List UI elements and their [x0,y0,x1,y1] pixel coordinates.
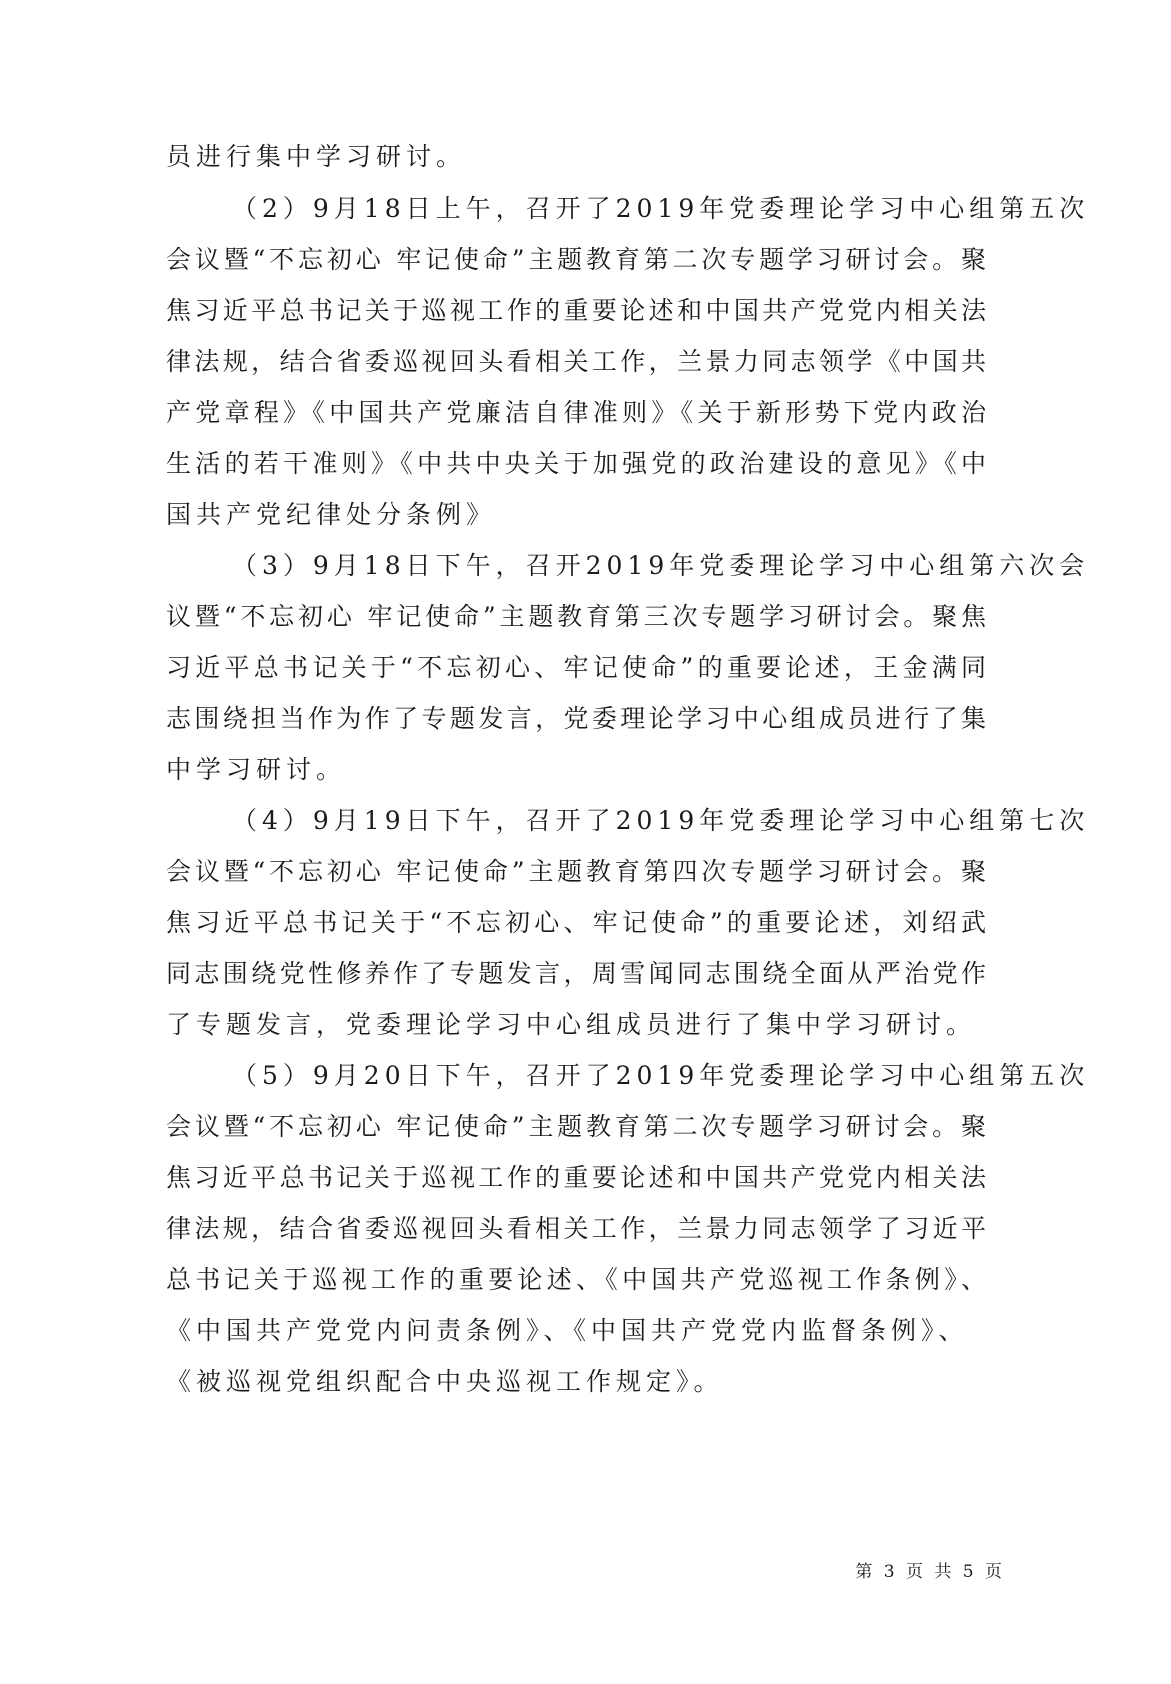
text-line: 律法规，结合省委巡视回头看相关工作，兰景力同志领学了习近平 [166,1214,986,1243]
text-line: 会议暨“不忘初心 牢记使命”主题教育第二次专题学习研讨会。聚 [166,245,986,274]
text-line: （5）9月20日下午，召开了2019年党委理论学习中心组第五次 [232,1061,1090,1090]
text-line: （2）9月18日上午，召开了2019年党委理论学习中心组第五次 [232,194,1090,223]
text-line: 生活的若干准则》《中共中央关于加强党的政治建设的意见》《中 [166,449,986,478]
text-line: 了专题发言，党委理论学习中心组成员进行了集中学习研讨。 [166,1010,977,1039]
text-line: 总书记关于巡视工作的重要论述、《中国共产党巡视工作条例》、 [166,1265,986,1294]
text-line: 会议暨“不忘初心 牢记使命”主题教育第四次专题学习研讨会。聚 [166,857,986,886]
text-line: 《被巡视党组织配合中央巡视工作规定》。 [166,1367,724,1396]
text-line: 习近平总书记关于“不忘初心、牢记使命”的重要论述，王金满同 [166,653,986,682]
text-line: 会议暨“不忘初心 牢记使命”主题教育第二次专题学习研讨会。聚 [166,1112,986,1141]
text-line: 焦习近平总书记关于“不忘初心、牢记使命”的重要论述，刘绍武 [166,908,986,937]
text-line: 员进行集中学习研讨。 [166,142,467,171]
text-line: 同志围绕党性修养作了专题发言，周雪闻同志围绕全面从严治党作 [166,959,986,988]
text-line: 焦习近平总书记关于巡视工作的重要论述和中国共产党党内相关法 [166,1163,986,1192]
text-line: 焦习近平总书记关于巡视工作的重要论述和中国共产党党内相关法 [166,296,986,325]
text-line: （3）9月18日下午，召开2019年党委理论学习中心组第六次会 [232,551,1090,580]
text-line: 律法规，结合省委巡视回头看相关工作，兰景力同志领学《中国共 [166,347,986,376]
text-line: （4）9月19日下午，召开了2019年党委理论学习中心组第七次 [232,806,1090,835]
text-line: 中学习研讨。 [166,755,347,784]
text-line: 国共产党纪律处分条例》 [166,500,497,529]
text-line: 志围绕担当作为作了专题发言，党委理论学习中心组成员进行了集 [166,704,986,733]
text-line: 产党章程》《中国共产党廉洁自律准则》《关于新形势下党内政治 [166,398,986,427]
text-line: 议暨“不忘初心 牢记使命”主题教育第三次专题学习研讨会。聚焦 [166,602,986,631]
text-line: 《中国共产党党内问责条例》、《中国共产党党内监督条例》、 [166,1316,969,1345]
page-number: 第 3 页 共 5 页 [855,1562,1005,1582]
